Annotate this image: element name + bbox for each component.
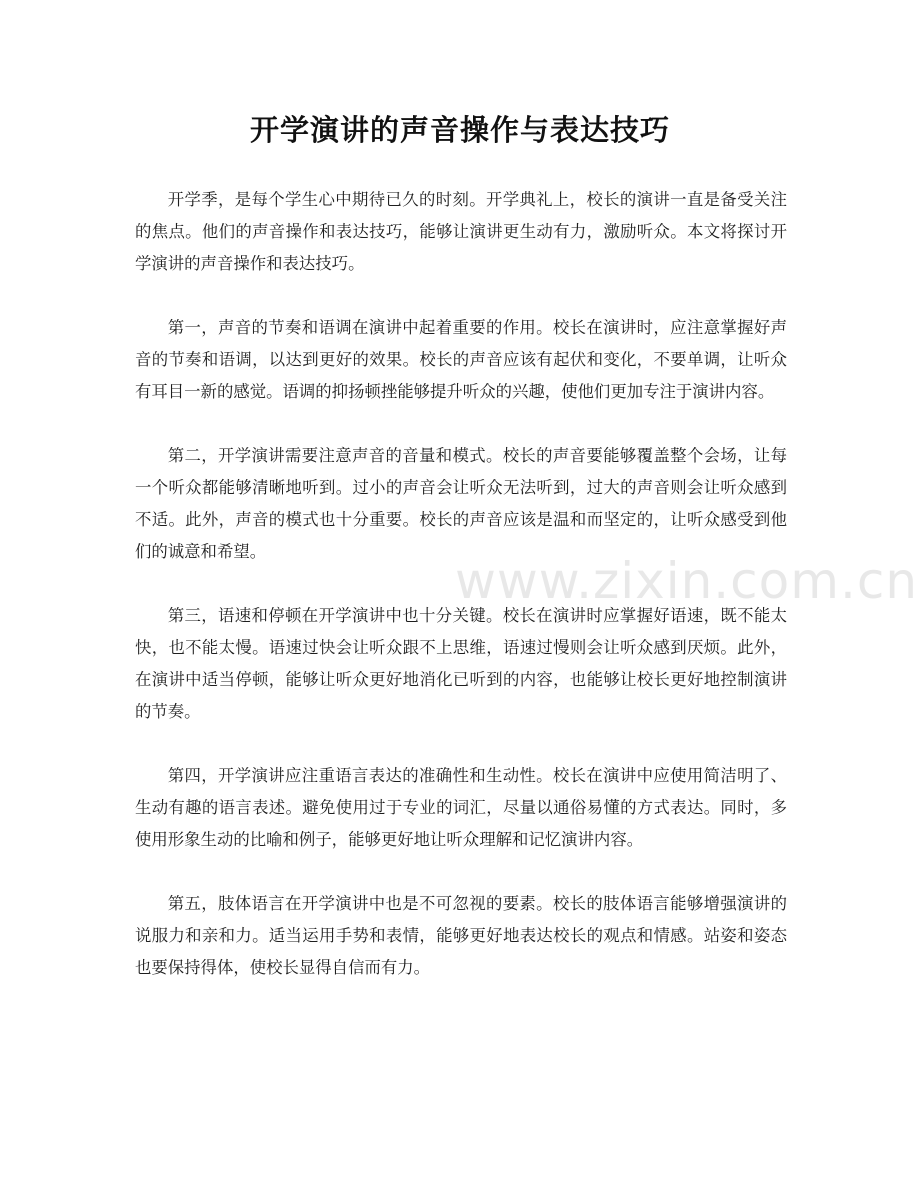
paragraph-intro: 开学季，是每个学生心中期待已久的时刻。开学典礼上，校长的演讲一直是备受关注的焦点。他们的声音操作和表达技巧，能够让演讲更生动有力，激励听众。本文将探讨开学演讲的声音操作和表达技巧。 [135,190,787,273]
paragraph-third: 第三，语速和停顿在开学演讲中也十分关键。校长在演讲时应掌握好语速，既不能太快，也不能太慢。语速过快会让听众跟不上思维，语速过慢则会让听众感到厌烦。此外，在演讲中适当停顿，能够让听众更好地消化已听到的内容，也能够让校长更好地控制演讲的节奏。 [135,606,787,721]
paragraph-fifth: 第五，肢体语言在开学演讲中也是不可忽视的要素。校长的肢体语言能够增强演讲的说服力和亲和力。适当运用手势和表情，能够更好地表达校长的观点和情感。站姿和姿态也要保持得体，使校长显得自信而有力。 [135,894,787,977]
document-body [135,184,787,1016]
watermark: www.zixin.com.cn [455,552,919,610]
paragraph-second: 第二，开学演讲需要注意声音的音量和模式。校长的声音要能够覆盖整个会场，让每一个听众都能够清晰地听到。过小的声音会让听众无法听到，过大的声音则会让听众感到不适。此外，声音的模式也十分重要。校长的声音应该是温和而坚定的，让听众感受到他们的诚意和希望。 [135,446,787,561]
paragraph-first: 第一，声音的节奏和语调在演讲中起着重要的作用。校长在演讲时，应注意掌握好声音的节奏和语调，以达到更好的效果。校长的声音应该有起伏和变化，不要单调，让听众有耳目一新的感觉。语调的抑扬顿挫能够提升听众的兴趣，使他们更加专注于演讲内容。 [135,318,787,401]
paragraph-fourth: 第四，开学演讲应注重语言表达的准确性和生动性。校长在演讲中应使用简洁明了、生动有趣的语言表述。避免使用过于专业的词汇，尽量以通俗易懂的方式表达。同时，多使用形象生动的比喻和例子，能够更好地让听众理解和记忆演讲内容。 [135,766,787,849]
document-title: 开学演讲的声音操作与表达技巧 [249,113,670,147]
